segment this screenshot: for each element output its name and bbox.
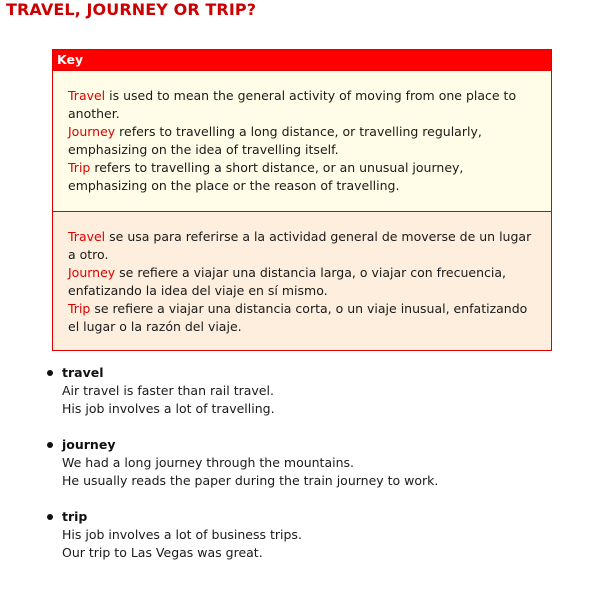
example-sentence: Air travel is faster than rail travel. [62,383,274,398]
bullet-icon [47,370,53,376]
page-title: TRAVEL, JOURNEY OR TRIP? [6,0,257,19]
key-spanish-travel [68,228,537,264]
list-item [46,508,438,562]
example-sentence: He usually reads the paper during the train journey to work. [62,473,439,488]
example-word: journey [62,437,116,452]
key-spanish-trip [68,300,537,336]
term-trip: Trip [68,160,91,175]
list-item [46,436,438,490]
definition-text: se refiere a viajar una distancia larga, o viajar con frecuencia, enfatizando la idea del viaje en sí mismo. [68,265,507,298]
key-spanish-journey [68,264,537,300]
key-english-section [53,70,551,211]
key-spanish-section [53,211,551,350]
example-sentence: We had a long journey through the mountains. [62,455,354,470]
definition-text: is used to mean the general activity of moving from one place to another. [68,88,517,121]
term-journey: Journey [68,124,116,139]
definition-text: se usa para referirse a la actividad general de moverse de un lugar a otro. [68,229,532,262]
example-sentence: His job involves a lot of travelling. [62,401,275,416]
definition-text: refers to travelling a long distance, or travelling regularly, emphasizing on the idea of travelling itself. [68,124,482,157]
definition-text: se refiere a viajar una distancia corta, o un viaje inusual, enfatizando el lugar o la razón del viaje. [68,301,528,334]
term-trip: Trip [68,301,91,316]
key-box [52,49,552,351]
key-english-travel [68,87,537,123]
example-word: trip [62,509,88,524]
bullet-icon [47,514,53,520]
key-header: Key [53,50,551,70]
definition-text: refers to travelling a short distance, or an unusual journey, emphasizing on the place or the reason of travelling. [68,160,464,193]
example-list [46,364,438,580]
bullet-icon [47,442,53,448]
example-sentence: Our trip to Las Vegas was great. [62,545,263,560]
term-travel: Travel [68,229,106,244]
term-journey: Journey [68,265,116,280]
key-english-trip [68,159,537,195]
key-english-journey [68,123,537,159]
example-word: travel [62,365,104,380]
term-travel: Travel [68,88,106,103]
list-item [46,364,438,418]
example-sentence: His job involves a lot of business trips. [62,527,302,542]
